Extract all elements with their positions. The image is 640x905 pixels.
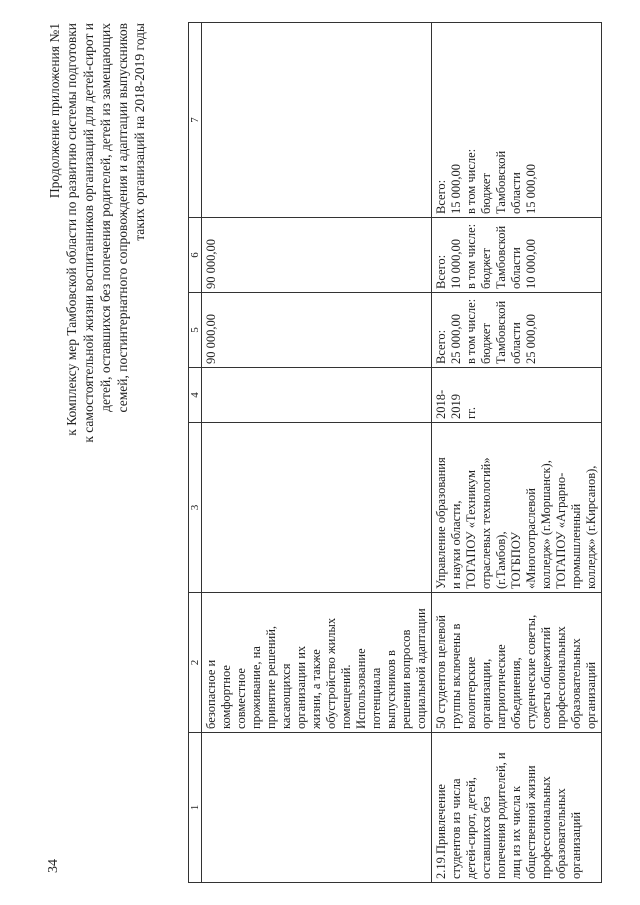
cell-text-line: 10 000,00 [524,238,538,289]
cell-text-line: общественной жизни [524,764,538,879]
cell-text-line: лиц из их числа к [509,785,523,879]
cell-text-line: потенциала [369,667,383,729]
cell-text-line: детей-сирот, детей, [464,776,478,879]
cell-text-line: попечения родителей, и [494,751,508,879]
column-number: 2 [189,592,202,732]
column-number-row [189,22,202,882]
cell-text-line: области [509,246,523,289]
cell-text-line: 15 000,00 [449,163,463,214]
cell-text-line: образовательных [554,787,568,879]
cell-text-line: ТОГАПОУ «Аграрно- [554,472,568,589]
cell-text-line: организаций [569,811,583,879]
column-number: 5 [189,292,202,367]
cell-text-line: 2018-2019 [434,389,463,419]
table-cell [432,292,602,367]
cell-text-line: 90 000,00 [204,238,218,289]
cell-text-line: Тамбовской [494,150,508,214]
cell-text-line: Использование [354,647,368,729]
cell-text-line: гг. [464,406,478,419]
cell-text-line: 50 студентов целевой [434,614,448,729]
cell-text-line: Всего: [434,254,448,289]
title-line: детей, оставшихся без попечения родителей, детей из замещающих [98,22,113,412]
cell-text-line: отраслевых технологий» [479,456,493,589]
cell-text-line: 10 000,00 [449,238,463,289]
cell-text-line: студенческие советы, [524,614,538,729]
cell-text-line: комфортное [219,664,233,729]
table-cell [432,367,602,422]
cell-text-line: организаций [584,661,598,729]
title-line: таких организаций на 2018-2019 годы [132,22,147,241]
cell-text-line: бюджет [479,247,493,289]
cell-text-line: Управление образования [434,456,448,589]
column-number: 1 [189,732,202,882]
column-number: 6 [189,217,202,292]
cell-text-line: колледж» (г.Кирсанов), [584,465,598,589]
cell-text-line: организации их [294,645,308,729]
cell-text-line: 25 000,00 [449,313,463,364]
cell-text-line: Всего: [434,179,448,214]
table-cell [202,22,432,217]
cell-text-line: совместное [234,667,248,729]
cell-text-line: патриотические [494,643,508,729]
cell-text-line: в том числе: [464,298,478,364]
cell-text-line: 90 000,00 [204,313,218,364]
title-line: семей, постинтернатного сопровождения и адаптации выпускников [115,22,130,412]
cell-text-line: образовательных [569,637,583,729]
cell-text-line: объединения, [509,656,523,729]
cell-text-line: решении вопросов [399,629,413,729]
title-line: к самостоятельной жизни воспитанников организаций для детей-сирот и [81,22,96,443]
cell-text-line: ТОГАПОУ «Техникум [464,469,478,589]
table-cell [432,422,602,592]
cell-text-line: Всего: [434,329,448,364]
cell-text-line: выпускников в [384,649,398,729]
cell-text-line: в том числе: [464,223,478,289]
title-line: к Комплексу мер Тамбовской области по развитию системы подготовки [64,22,79,436]
column-number: 4 [189,367,202,422]
table-row [432,22,602,882]
cell-text-line: 15 000,00 [524,163,538,214]
cell-text-line: бюджет [479,172,493,214]
cell-text-line: Тамбовской [494,225,508,289]
cell-text-line: волонтерские [464,656,478,729]
cell-text-line: Тамбовской [494,300,508,364]
cell-text-line: в том числе: [464,148,478,214]
table-cell [432,22,602,217]
table-cell [432,732,602,882]
cell-text-line: советы общежитий [539,626,553,729]
table-cell [432,217,602,292]
cell-text-line: профессиональных [554,625,568,729]
cell-text-line: оставшихся без [479,795,493,879]
cell-text-line: ТОГБПОУ [509,531,523,589]
table-cell [202,367,432,422]
cell-text-line: бюджет [479,322,493,364]
table-cell [202,292,432,367]
cell-text-line: группы включены в [449,623,463,729]
cell-text-line: организации, [479,658,493,729]
table-cell [202,732,432,882]
rotated-document-page [40,23,600,883]
table-cell [202,422,432,592]
title-line: Продолжение приложения №1 [47,22,62,198]
cell-text-line: области [509,321,523,364]
cell-text-line: студентов из числа [449,777,463,879]
cell-text-line: «Многоотраслевой [524,487,538,589]
table-cell [202,217,432,292]
cell-text-line: 2.19.Привлечение [434,783,448,879]
cell-text-line: профессиональных [539,775,553,879]
cell-text-line: колледж» (г.Моршанск), [539,459,553,589]
table-row [202,22,432,882]
cell-text-line: обустройство жилых [324,617,338,729]
page-number: 34 [46,858,61,873]
cell-text-line: проживание, на [249,645,263,729]
cell-text-line: безопасное и [204,659,218,729]
column-number: 7 [189,22,202,217]
measures-table [188,22,602,883]
cell-text-line: (г.Тамбов), [494,530,508,589]
cell-text-line: помещений. [339,663,353,729]
cell-text-line: принятие решений, [264,625,278,729]
cell-text-line: касающихся [279,662,293,729]
column-number: 3 [189,422,202,592]
cell-text-line: промышленный [569,503,583,589]
table-cell [202,592,432,732]
table-cell [432,592,602,732]
cell-text-line: социальной адаптации [414,607,428,729]
cell-text-line: и науки области, [449,500,463,589]
cell-text-line: 25 000,00 [524,313,538,364]
document-header [40,23,180,883]
cell-text-line: жизни, а также [309,648,323,729]
appendix-title [46,23,148,493]
cell-text-line: области [509,171,523,214]
